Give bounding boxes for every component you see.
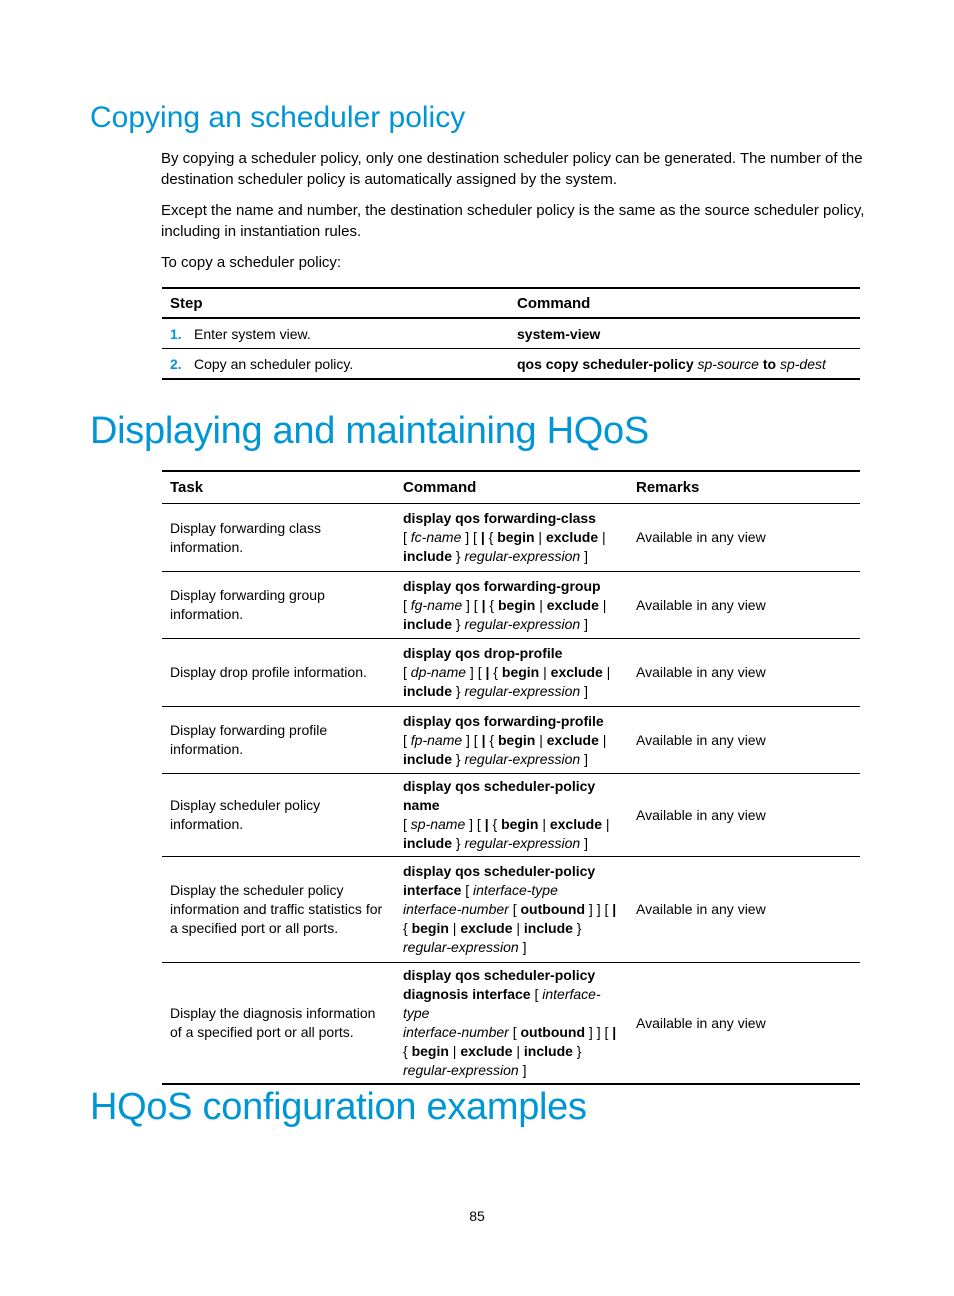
regex-argument: regular-expression: [464, 615, 581, 632]
paragraph-copy-details: Except the name and number, the destination scheduler policy is the same as the source scheduler policy, including in instantiation rules.: [161, 202, 865, 240]
command-argument: sp-name: [410, 816, 466, 832]
command-argument: sp-source: [697, 355, 759, 372]
command-argument: dp-name: [410, 664, 467, 680]
command-keyword: qos copy scheduler-policy: [517, 355, 694, 372]
command-name: display qos forwarding-profile: [403, 712, 604, 729]
command-keyword: system-view: [517, 325, 601, 342]
table-row: [162, 504, 860, 572]
remarks-cell: Available in any view: [628, 707, 860, 774]
step-number: 1.: [170, 325, 182, 342]
task-cell: Display the scheduler policy information and traffic statistics for a specified port or all ports.: [162, 857, 395, 963]
keyword-exclude: exclude: [550, 664, 603, 680]
step-number: 2.: [170, 355, 182, 372]
keyword-exclude: exclude: [460, 920, 513, 936]
keyword-include: include: [403, 835, 453, 851]
keyword-include: include: [403, 615, 453, 632]
regex-argument: regular-expression: [464, 548, 581, 564]
paragraph-copy-lead: To copy a scheduler policy:: [161, 254, 342, 271]
command-keyword: to: [762, 355, 777, 372]
command-name: display qos scheduler-policy: [403, 967, 596, 983]
command-cell: display qos forwarding-group [ fg-name ] [ | { begin | exclude | include } regular-expression ]: [395, 572, 628, 639]
command-argument: fc-name: [410, 529, 462, 545]
command-cell: [509, 349, 860, 380]
command-name: display qos forwarding-class: [403, 510, 596, 526]
keyword-include: include: [523, 920, 573, 936]
command-name: display qos forwarding-group: [403, 577, 601, 594]
table-row: [162, 707, 860, 774]
keyword-begin: begin: [501, 816, 539, 832]
interface-type-argument: interface-type: [403, 986, 601, 1021]
regex-argument: regular-expression: [403, 939, 519, 955]
remarks-cell: Available in any view: [636, 1014, 766, 1031]
command-argument: fp-name: [410, 731, 463, 748]
command-keyword: interface: [403, 882, 462, 898]
task-cell: Display forwarding group information.: [162, 572, 395, 639]
keyword-include: include: [403, 683, 453, 699]
keyword-include: include: [523, 1043, 573, 1059]
remarks-cell: Available in any view: [628, 857, 860, 963]
column-header-remarks: Remarks: [628, 471, 860, 504]
keyword-exclude: exclude: [545, 529, 599, 545]
keyword-include: include: [403, 548, 453, 564]
table-row: [162, 639, 860, 707]
remarks-cell: Available in any view: [628, 504, 860, 572]
command-argument: fg-name: [410, 596, 463, 613]
keyword-include: include: [403, 750, 453, 767]
regex-argument: regular-expression: [403, 1062, 519, 1078]
keyword-begin: begin: [411, 920, 449, 936]
task-cell: Display the diagnosis information of a specified port or all ports.: [170, 1005, 376, 1040]
regex-argument: regular-expression: [464, 683, 581, 699]
step-cell: [162, 318, 509, 349]
column-header-task: Task: [162, 471, 395, 504]
table-row: [162, 349, 860, 380]
table-row: [162, 857, 860, 963]
section-heading-hqos-configuration-examples: HQoS configuration examples: [90, 1086, 587, 1128]
keyword-outbound: outbound: [520, 1024, 586, 1040]
task-cell: Display scheduler policy information.: [162, 774, 395, 857]
keyword-exclude: exclude: [549, 816, 602, 832]
table-header-row: [162, 471, 860, 504]
command-name: display qos drop-profile: [403, 645, 563, 661]
command-cell: display qos drop-profile [ dp-name ] [ | { begin | exclude | include } regular-expression ]: [395, 639, 628, 707]
interface-number-argument: interface-number: [403, 901, 509, 917]
section-heading-copying-scheduler-policy: Copying an scheduler policy: [90, 101, 466, 134]
command-cell: [509, 318, 860, 349]
remarks-cell: Available in any view: [628, 639, 860, 707]
command-cell: display qos forwarding-class [ fc-name ] [ | { begin | exclude | include } regular-expression ]: [395, 504, 628, 572]
command-name: display qos scheduler-policy name: [403, 778, 596, 813]
command-cell: display qos forwarding-profile [ fp-name ] [ | { begin | exclude | include } regular-expression ]: [395, 707, 628, 774]
paragraph-copy-intro: By copying a scheduler policy, only one destination scheduler policy can be generated. The number of the destination scheduler policy is automatically assigned by the system.: [161, 150, 863, 188]
keyword-exclude: exclude: [546, 596, 599, 613]
interface-number-argument: interface-number: [403, 1024, 509, 1040]
keyword-outbound: outbound: [520, 901, 586, 917]
interface-type-argument: interface-type: [473, 882, 558, 898]
task-cell: Display forwarding profile information.: [162, 707, 395, 774]
regex-argument: regular-expression: [464, 835, 581, 851]
keyword-begin: begin: [497, 529, 535, 545]
task-cell: Display drop profile information.: [162, 639, 395, 707]
remarks-cell: Available in any view: [628, 572, 860, 639]
table-row: [162, 774, 860, 857]
column-header-command: Command: [509, 288, 860, 318]
command-cell: display qos scheduler-policy name [ sp-name ] [ | { begin | exclude | include } regular-expression ]: [395, 774, 628, 857]
column-header-step: Step: [162, 288, 509, 318]
remarks-cell: Available in any view: [628, 774, 860, 857]
table-row: [162, 963, 860, 1085]
task-cell: Display forwarding class information.: [162, 504, 395, 572]
command-cell: display qos scheduler-policy interface [ interface-type interface-number [ outbound ] ] [ | { begin | exclude | include } regular-expression ]: [395, 857, 628, 963]
command-name: display qos scheduler-policy: [403, 863, 596, 879]
page-number: 85: [469, 1208, 485, 1224]
step-text: Enter system view.: [194, 325, 311, 342]
command-cell: display qos scheduler-policy diagnosis interface [ interface-type interface-number [ outbound ] ] [ | { begin | exclude | include } regular-expression ]: [403, 967, 617, 1078]
keyword-exclude: exclude: [546, 731, 599, 748]
section-heading-displaying-maintaining-hqos: Displaying and maintaining HQoS: [90, 410, 649, 452]
column-header-command: Command: [395, 471, 628, 504]
regex-argument: regular-expression: [464, 750, 581, 767]
keyword-begin: begin: [411, 1043, 449, 1059]
step-cell: [162, 349, 509, 380]
keyword-begin: begin: [497, 596, 536, 613]
copy-policy-table: [162, 287, 860, 380]
step-text: Copy an scheduler policy.: [194, 355, 354, 372]
table-row: [162, 572, 860, 639]
table-header-row: [162, 288, 860, 318]
command-argument: sp-dest: [779, 355, 826, 372]
keyword-begin: begin: [501, 664, 540, 680]
table-row: [162, 318, 860, 349]
keyword-exclude: exclude: [460, 1043, 513, 1059]
keyword-begin: begin: [497, 731, 536, 748]
display-commands-table: [162, 470, 860, 1085]
command-keyword: diagnosis interface: [403, 986, 531, 1002]
